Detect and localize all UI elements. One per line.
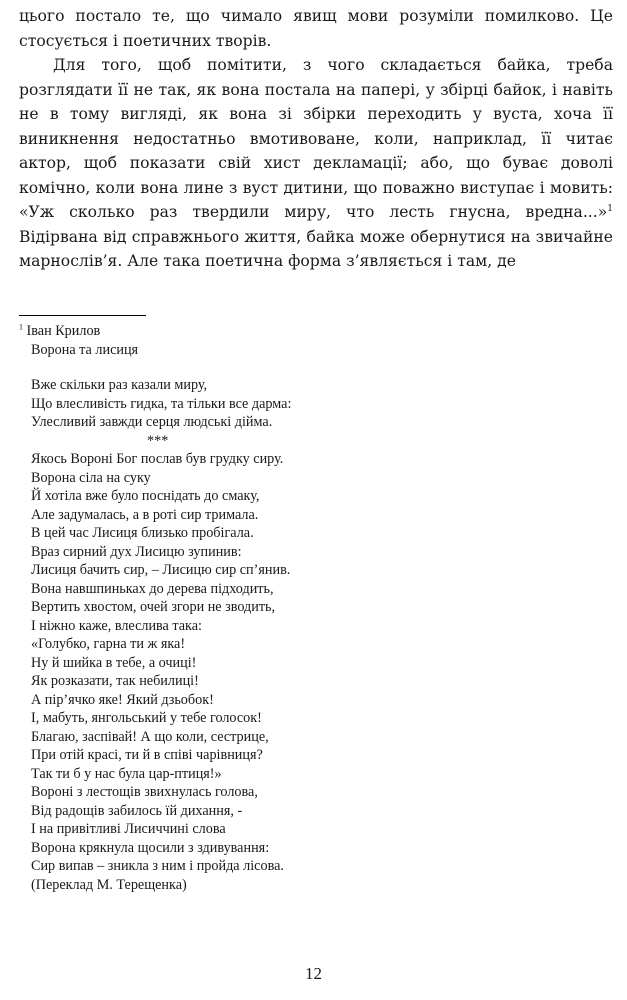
footnote-title: Ворона та лисиця [31, 341, 139, 358]
paragraph-2-end: Відірвана від справжнього життя, байка може обернутися на звичайне марнослів’я. Але така поетична форма з’являється і там, де [19, 227, 613, 270]
verse-line: І ніжно каже, влеслива така: [31, 617, 202, 634]
verse-line: «Голубко, гарна ти ж яка! [31, 636, 186, 652]
verse-line: А пір’ячко яке! Який дзьобок! [31, 691, 214, 708]
verse-line: Й хотіла вже було поснідать до смаку, [31, 488, 260, 504]
verse-line: Від радощів забилось їй дихання, - [31, 802, 243, 819]
footnote-mark: 1 [19, 322, 23, 332]
verse-line: Лисиця бачить сир, – Лисицю сир сп’янив. [31, 562, 291, 578]
footnote-author: Іван Крилов [26, 323, 101, 339]
page-number: 12 [305, 964, 322, 983]
footnote-reference[interactable]: 1 [607, 203, 613, 214]
verse-line: Ворона крякнула щосили з здивування: [31, 839, 270, 856]
verse-line: І на привітливі Лисиччині слова [31, 821, 226, 837]
verse-line: Вороні з лестощів звихнулась голова, [31, 784, 258, 800]
footnote-author-line [19, 322, 609, 341]
verse-line: Що влесливість гидка, та тільки все дарма: [31, 395, 292, 412]
verse-line: Якось Вороні Бог послав був грудку сиру. [31, 451, 284, 467]
verse-line: Враз сирний дух Лисицю зупинив: [31, 543, 242, 560]
verse-line: Так ти б у нас була цар-птиця!» [31, 765, 222, 782]
footnote-divider [19, 315, 146, 316]
paragraph-1: цього постало те, що чимало явищ мови розуміли помилково. Це стосується і поетичних творів. [19, 7, 613, 50]
verse-line: Благаю, заспівай! А що коли, сестрице, [31, 728, 269, 745]
verse-line: І, мабуть, янгольський у тебе голосок! [31, 710, 262, 726]
verse-line: При отій красі, ти й в співі чарівниця? [31, 747, 263, 763]
verse-line: Як розказати, так небилиці! [31, 673, 199, 689]
translator-credit: (Переклад М. Терещенка) [31, 876, 187, 893]
fable-verses [19, 450, 609, 876]
verse-line: Вона навшпиньках до дерева підходить, [31, 580, 274, 597]
verse-line: Вже скільки раз казали миру, [31, 377, 208, 393]
verse-line: Ворона сіла на суку [31, 469, 151, 486]
verse-line: Улесливий завжди серця людські дійма. [31, 414, 273, 430]
verse-line: Вертить хвостом, очей згори не зводить, [31, 599, 276, 615]
verse-line: Ну й шийка в тебе, а очиці! [31, 654, 197, 671]
verse-line: Сир випав – зникла з ним і пройда лісова. [31, 858, 284, 874]
verse-line: Але задумалась, а в роті сир тримала. [31, 506, 259, 523]
footnote [19, 322, 609, 894]
paragraph-2-text: Для того, щоб помітити, з чого складається байка, треба розглядати її не так, як вона постала на папері, у збірці байок, і навіть не в тому вигляді, як вона зі збірки переходить у вуста, хоча її виникнення недостатньо вмотивоване, коли, наприклад, її читає актор, щоб показати свій хист декламації; або, що буває доволі комічно, коли вона лине з вуст дитини, що поважно виступає і мовить: «Уж сколько раз твердили миру, что лесть гнусна, вредна...» [19, 56, 613, 221]
footnote-gap [19, 359, 609, 376]
stanza-separator: *** [147, 432, 169, 449]
main-text [19, 4, 613, 274]
verse-line: В цей час Лисиця близько пробігала. [31, 525, 254, 541]
fable-moral [19, 376, 609, 432]
paragraph-2 [19, 53, 613, 274]
